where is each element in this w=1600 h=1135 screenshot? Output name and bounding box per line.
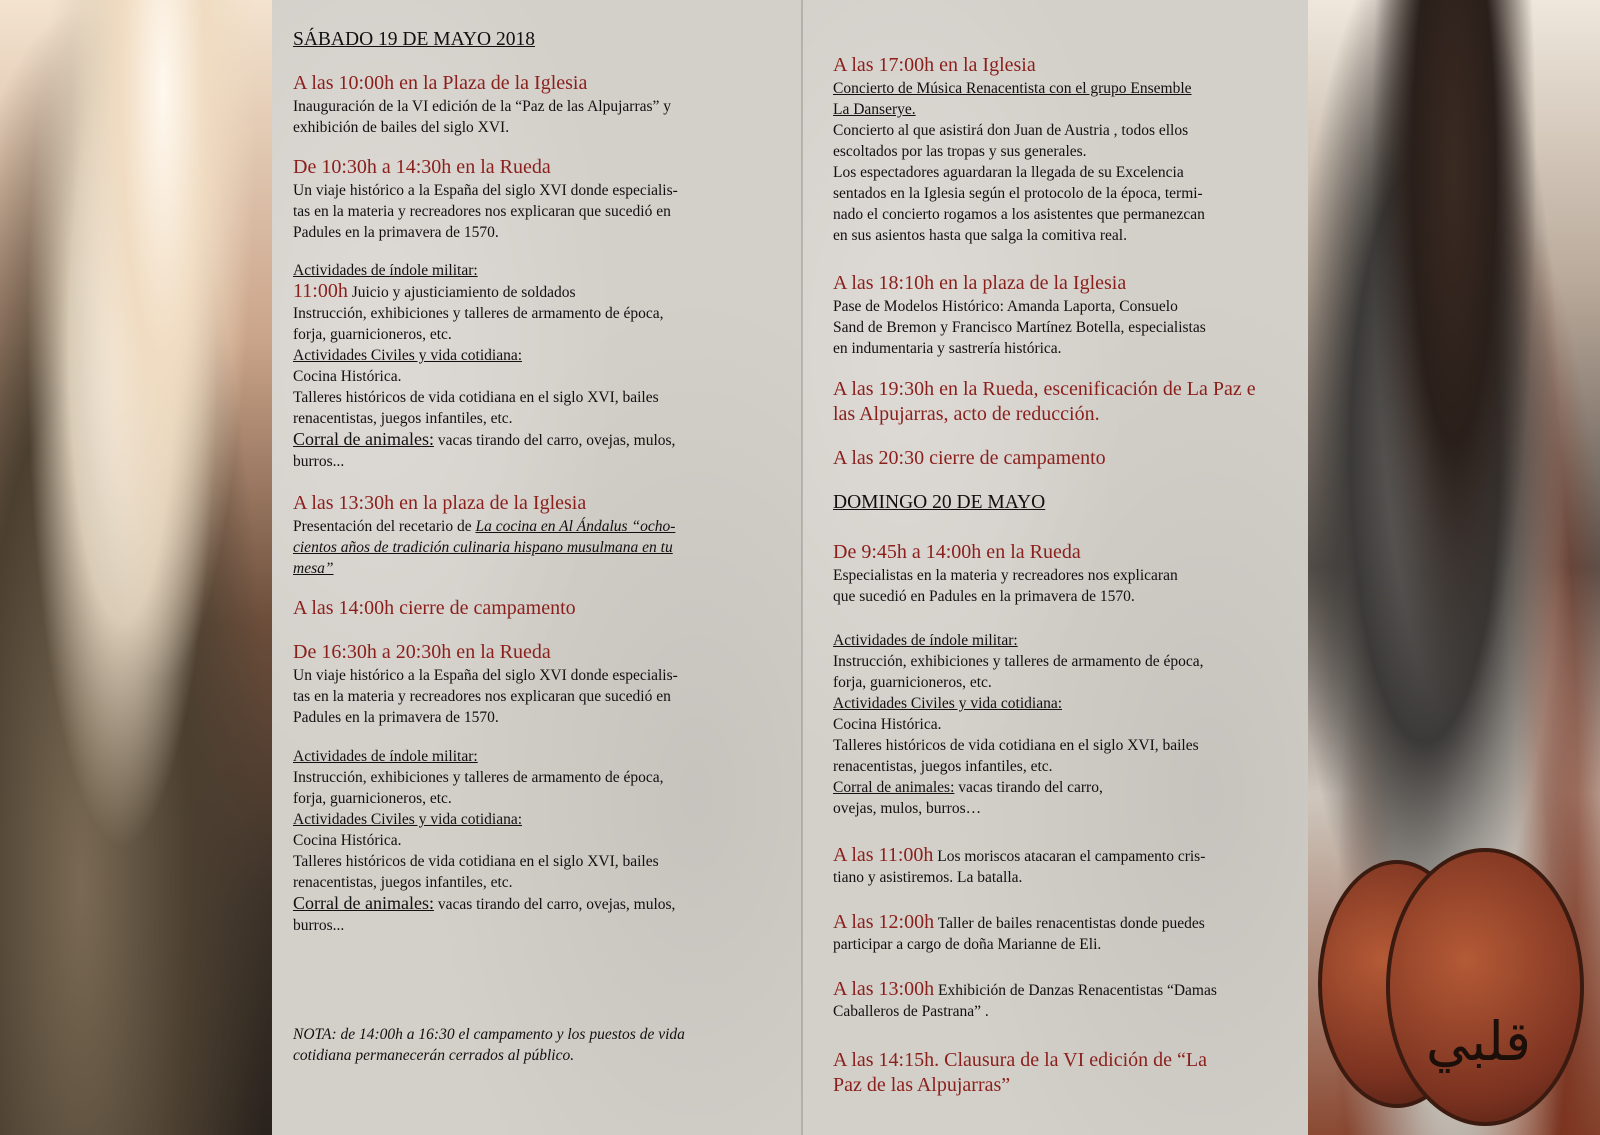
event-line: renacentistas, juegos infantiles, etc. — [833, 758, 1053, 775]
event-line: exhibición de bailes del siglo XVI. — [293, 119, 510, 136]
corral-text: vacas tirando del carro, ovejas, mulos, — [433, 896, 676, 913]
event-line: Un viaje histórico a la España del siglo XVI donde especialis- — [293, 182, 678, 199]
activities-block — [293, 260, 773, 472]
event-line: burros... — [293, 917, 345, 934]
event-line: Padules en la primavera de 1570. — [293, 709, 499, 726]
event-line: forja, guarnicioneros, etc. — [833, 674, 992, 691]
event-line: Talleres históricos de vida cotidiana en el siglo XVI, bailes — [293, 389, 659, 406]
civil-label: Actividades Civiles y vida cotidiana: — [833, 695, 1063, 712]
event-line: renacentistas, juegos infantiles, etc. — [293, 874, 513, 891]
civil-label: Actividades Civiles y vida cotidiana: — [293, 811, 523, 828]
event-block — [293, 596, 773, 621]
time-text: Los moriscos atacaran el campamento cris- — [933, 848, 1206, 865]
event-heading: De 9:45h a 14:00h en la Rueda — [833, 541, 1081, 563]
book-title-link[interactable]: La cocina en Al Ándalus “ocho- — [475, 518, 676, 535]
event-line — [833, 979, 1293, 1001]
event-block — [833, 446, 1293, 471]
event-line: que sucedió en Padules en la primavera de 1570. — [833, 588, 1135, 605]
time-text: Taller de bailes renacentistas donde puedes — [934, 915, 1205, 932]
event-heading: A las 14:15h. Clausura de la VI edición de “La — [833, 1049, 1207, 1071]
event-heading: Paz de las Alpujarras” — [833, 1074, 1011, 1096]
event-heading: A las 19:30h en la Rueda, escenificación de La Paz e — [833, 378, 1256, 400]
event-line: tas en la materia y recreadores nos explicaran que sucedió en — [293, 688, 671, 705]
event-line: Concierto al que asistirá don Juan de Austria , todos ellos — [833, 122, 1189, 139]
event-line: tiano y asistiremos. La batalla. — [833, 869, 1023, 886]
time-text: Exhibición de Danzas Renacentistas “Damas — [934, 982, 1217, 999]
event-line — [293, 516, 773, 537]
event-line: Talleres históricos de vida cotidiana en el siglo XVI, bailes — [833, 737, 1199, 754]
event-line: sentados en la Iglesia según el protocolo de la época, termi- — [833, 185, 1203, 202]
event-block — [293, 71, 773, 138]
event-heading: A las 20:30 cierre de campamento — [833, 447, 1106, 469]
event-heading: las Alpujarras, acto de reducción. — [833, 403, 1100, 425]
event-heading: De 16:30h a 20:30h en la Rueda — [293, 641, 551, 663]
event-block — [833, 1048, 1293, 1098]
civil-label: Actividades Civiles y vida cotidiana: — [293, 347, 523, 364]
right-photo-collage — [1308, 0, 1600, 1135]
book-title-link[interactable]: mesa” — [293, 560, 334, 577]
event-line: burros... — [293, 453, 345, 470]
event-line: en indumentaria y sastrería histórica. — [833, 340, 1062, 357]
event-block — [833, 540, 1293, 607]
activities-block — [293, 746, 773, 936]
left-photo-collage — [0, 0, 272, 1135]
day-heading-sunday: DOMINGO 20 DE MAYO — [833, 492, 1046, 513]
time-label: 11:00h — [293, 280, 348, 302]
event-block — [293, 155, 773, 243]
corral-label: Corral de animales: — [293, 429, 434, 449]
event-block — [833, 979, 1293, 1022]
event-heading: De 10:30h a 14:30h en la Rueda — [293, 156, 551, 178]
event-line: escoltados por las tropas y sus generales. — [833, 143, 1087, 160]
note-block — [293, 1024, 773, 1066]
event-line: Cocina Histórica. — [833, 716, 942, 733]
time-label: A las 12:00h — [833, 911, 935, 933]
event-block — [293, 640, 773, 728]
event-block — [293, 491, 773, 579]
event-heading: A las 10:00h en la Plaza de la Iglesia — [293, 72, 588, 94]
concert-link[interactable]: Concierto de Música Renacentista con el grupo Ensemble — [833, 80, 1192, 97]
event-line: Instrucción, exhibiciones y talleres de armamento de época, — [293, 305, 664, 322]
event-line: Caballeros de Pastrana” . — [833, 1003, 989, 1020]
event-block — [833, 377, 1293, 427]
event-heading: A las 14:00h cierre de campamento — [293, 597, 576, 619]
event-block — [833, 271, 1293, 359]
event-line: nado el concierto rogamos a los asistentes que permanezcan — [833, 206, 1205, 223]
event-line: ovejas, mulos, burros… — [833, 800, 982, 817]
event-heading: A las 18:10h en la plaza de la Iglesia — [833, 272, 1127, 294]
note-line: NOTA: de 14:00h a 16:30 el campamento y los puestos de vida — [293, 1026, 685, 1043]
event-line — [833, 912, 1293, 934]
military-label: Actividades de índole militar: — [293, 748, 478, 765]
event-heading: A las 13:30h en la plaza de la Iglesia — [293, 492, 587, 514]
activities-block — [833, 630, 1293, 819]
event-line: Sand de Bremon y Francisco Martínez Botella, especialistas — [833, 319, 1206, 336]
event-line — [293, 281, 773, 303]
book-title-link[interactable]: cientos años de tradición culinaria hispano musulmana en tu — [293, 539, 673, 556]
time-label: A las 11:00h — [833, 844, 934, 866]
event-line: Padules en la primavera de 1570. — [293, 224, 499, 241]
event-line: en sus asientos hasta que salga la comitiva real. — [833, 227, 1127, 244]
fold-line — [801, 0, 803, 1135]
corral-label: Corral de animales: — [833, 779, 955, 796]
event-heading: A las 17:00h en la Iglesia — [833, 54, 1036, 76]
event-line: tas en la materia y recreadores nos explicaran que sucedió en — [293, 203, 671, 220]
intro-text: Presentación del recetario de — [293, 518, 476, 535]
day-heading-saturday: SÁBADO 19 DE MAYO 2018 — [293, 29, 535, 50]
corral-label: Corral de animales: — [293, 893, 434, 913]
event-line — [293, 429, 773, 451]
shield-right — [1386, 848, 1584, 1126]
event-line: renacentistas, juegos infantiles, etc. — [293, 410, 513, 427]
event-line: Talleres históricos de vida cotidiana en el siglo XVI, bailes — [293, 853, 659, 870]
event-line: forja, guarnicioneros, etc. — [293, 790, 452, 807]
event-line: participar a cargo de doña Marianne de Eli. — [833, 936, 1102, 953]
note-line: cotidiana permanecerán cerrados al público. — [293, 1047, 575, 1064]
concert-link[interactable]: La Danserye. — [833, 101, 916, 118]
time-text: Juicio y ajusticiamiento de soldados — [347, 284, 576, 301]
event-line: Un viaje histórico a la España del siglo XVI donde especialis- — [293, 667, 678, 684]
shield-calligraphy: قلبي — [1426, 1010, 1531, 1073]
event-line: Instrucción, exhibiciones y talleres de armamento de época, — [293, 769, 664, 786]
event-line: Pase de Modelos Histórico: Amanda Laporta, Consuelo — [833, 298, 1178, 315]
event-line — [293, 893, 773, 915]
event-block — [833, 912, 1293, 955]
event-line: Los espectadores aguardaran la llegada de su Excelencia — [833, 164, 1184, 181]
event-line: Especialistas en la materia y recreadores nos explicaran — [833, 567, 1178, 584]
time-label: A las 13:00h — [833, 978, 935, 1000]
event-line — [833, 845, 1293, 867]
event-block — [833, 53, 1293, 246]
corral-text: vacas tirando del carro, — [954, 779, 1103, 796]
military-label: Actividades de índole militar: — [833, 632, 1018, 649]
event-line: Cocina Histórica. — [293, 368, 402, 385]
event-line: forja, guarnicioneros, etc. — [293, 326, 452, 343]
military-label: Actividades de índole militar: — [293, 262, 478, 279]
corral-text: vacas tirando del carro, ovejas, mulos, — [433, 432, 676, 449]
event-line: Cocina Histórica. — [293, 832, 402, 849]
event-line: Instrucción, exhibiciones y talleres de armamento de época, — [833, 653, 1204, 670]
event-line — [833, 777, 1293, 798]
event-block — [833, 845, 1293, 888]
event-line: Inauguración de la VI edición de la “Paz de las Alpujarras” y — [293, 98, 672, 115]
